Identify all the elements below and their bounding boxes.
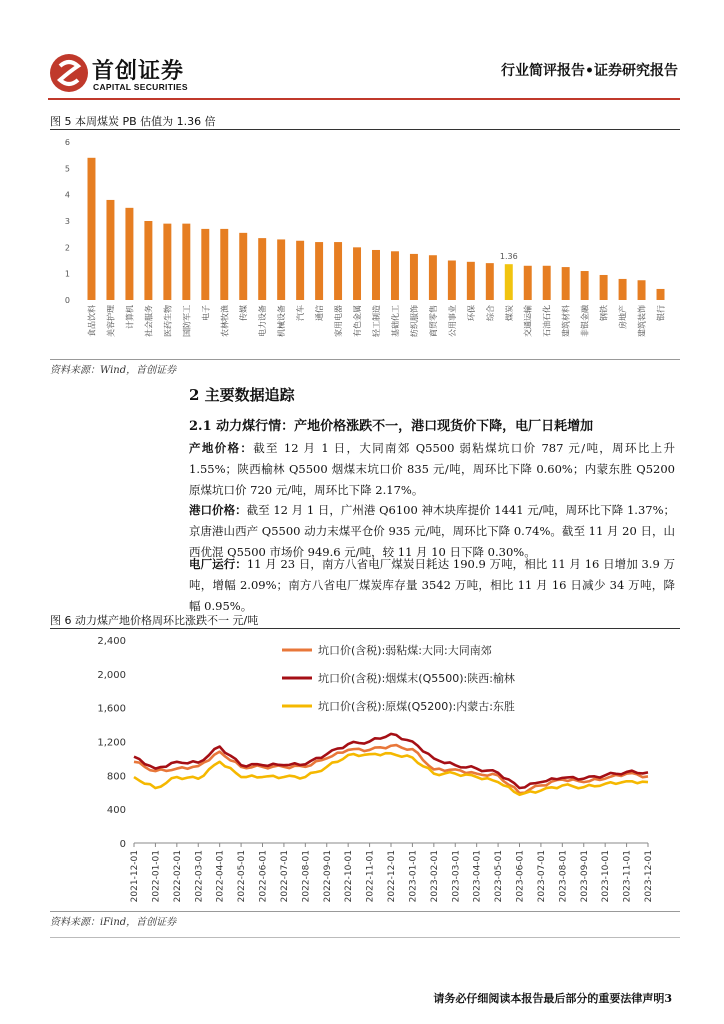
section-heading: 2 主要数据追踪 xyxy=(189,386,295,404)
x-tick-label: 轻工制造 xyxy=(372,305,381,337)
x-tick-label: 农林牧渔 xyxy=(220,305,230,337)
x-tick-label: 通信 xyxy=(315,305,325,321)
x-tick-label: 家用电器 xyxy=(334,305,344,337)
x-tick-label: 2022-05-01 xyxy=(237,850,248,903)
bar xyxy=(524,266,532,300)
y-tick-label: 2,000 xyxy=(97,669,126,681)
paragraph-origin-price xyxy=(189,438,675,501)
legend-label: 坑口价(含税):原煤(Q5200):内蒙古:东胜 xyxy=(318,700,515,713)
bar xyxy=(296,241,304,300)
y-tick-label: 3 xyxy=(64,217,70,226)
bar xyxy=(638,280,646,300)
bar xyxy=(581,271,589,300)
x-tick-label: 计算机 xyxy=(125,305,135,329)
x-tick-label: 公用事业 xyxy=(447,305,457,337)
bar xyxy=(429,255,437,300)
x-tick-label: 2023-09-01 xyxy=(579,850,590,903)
y-tick-label: 1 xyxy=(64,269,70,279)
figure5-top-rule xyxy=(50,129,680,130)
legend-label: 坑口价(含税):弱粘煤:大同:大同南郊 xyxy=(318,644,492,657)
x-tick-label: 房地产 xyxy=(618,305,628,329)
y-tick-label: 2 xyxy=(64,243,70,253)
x-tick-label: 2022-07-01 xyxy=(279,850,290,903)
paragraph-text: 截至 12 月 1 日，广州港 Q6100 神木块库提价 1441 元/吨，周环比下降 1.37%；京唐港山西产 Q5500 动力末煤平仓价 935 元/吨，周环比下降 0.74%。截至 11 月 20 日，山西优混 Q5500 市场价 949.6 元/吨，较 11 月 10 日下降 0.30%。 xyxy=(189,503,676,559)
figure6-source: 资料来源：iFind，首创证券 xyxy=(50,917,177,928)
paragraph-label: 产地价格： xyxy=(189,441,254,455)
footer-rule xyxy=(50,937,680,938)
x-tick-label: 2022-10-01 xyxy=(344,850,355,903)
x-tick-label: 有色金属 xyxy=(353,305,363,337)
x-tick-label: 银行 xyxy=(656,305,666,321)
x-tick-label: 钢铁 xyxy=(599,305,609,321)
paragraph-label: 港口价格： xyxy=(189,503,247,517)
x-tick-label: 基础化工 xyxy=(390,305,400,337)
x-tick-label: 2022-12-01 xyxy=(387,850,397,903)
x-tick-label: 煤炭 xyxy=(504,305,514,321)
x-tick-label: 建筑装饰 xyxy=(637,305,647,337)
figure6-title: 图 6 动力煤产地价格周环比涨跌不一 元/吨 xyxy=(50,614,259,627)
y-tick-label: 5 xyxy=(64,164,70,174)
logo-mark-icon xyxy=(48,52,90,94)
bar xyxy=(334,242,342,300)
x-tick-label: 汽车 xyxy=(296,305,306,321)
figure6-top-rule xyxy=(50,628,680,629)
bar xyxy=(505,264,513,300)
company-logo xyxy=(48,52,248,94)
x-tick-label: 2023-08-01 xyxy=(558,850,569,903)
legend-label: 坑口价(含税):烟煤末(Q5500):陕西:榆林 xyxy=(318,672,515,685)
bar xyxy=(391,251,399,300)
x-tick-label: 2023-12-01 xyxy=(644,850,654,903)
figure5-title: 图 5 本周煤炭 PB 估值为 1.36 倍 xyxy=(50,115,216,128)
bar xyxy=(657,289,665,300)
y-tick-label: 1,600 xyxy=(97,703,126,715)
x-tick-label: 综合 xyxy=(485,305,495,321)
logo-english-name: CAPITAL SECURITIES xyxy=(93,82,188,92)
bar xyxy=(448,261,456,301)
bar xyxy=(220,229,228,300)
x-tick-label: 2022-08-01 xyxy=(301,850,312,903)
x-tick-label: 食品饮料 xyxy=(87,305,97,337)
bar xyxy=(125,208,133,300)
bar xyxy=(467,262,475,300)
page-header xyxy=(48,48,678,98)
x-tick-label: 2022-01-01 xyxy=(151,850,162,903)
report-type: 行业简评报告•证券研究报告 xyxy=(501,63,678,79)
x-tick-label: 2023-11-01 xyxy=(622,850,633,903)
y-tick-label: 2,400 xyxy=(97,636,126,647)
x-tick-label: 医药生物 xyxy=(163,305,173,337)
x-tick-label: 2023-10-01 xyxy=(601,850,612,903)
x-tick-label: 电子 xyxy=(201,305,211,321)
paragraph-label: 电厂运行： xyxy=(189,557,247,571)
bar xyxy=(277,239,285,300)
x-tick-label: 交通运输 xyxy=(523,305,533,337)
thermal-coal-price-line-chart xyxy=(50,630,680,910)
bar xyxy=(182,224,190,300)
x-tick-label: 2021-12-01 xyxy=(130,850,140,903)
x-tick-label: 2022-02-01 xyxy=(172,850,183,903)
footer-disclaimer: 请务必仔细阅读本报告最后部分的重要法律声明3 xyxy=(433,992,672,1005)
x-tick-label: 电力设备 xyxy=(258,305,268,337)
x-tick-label: 2023-06-01 xyxy=(515,850,526,903)
bar xyxy=(410,254,418,300)
y-tick-label: 4 xyxy=(64,190,70,200)
x-tick-label: 2022-09-01 xyxy=(322,850,333,903)
bar xyxy=(619,279,627,300)
x-tick-label: 石油石化 xyxy=(542,305,552,337)
x-tick-label: 纺织服饰 xyxy=(409,305,419,337)
bar xyxy=(486,263,494,300)
x-tick-label: 2022-04-01 xyxy=(215,850,226,903)
x-tick-label: 2022-11-01 xyxy=(365,850,376,903)
x-tick-label: 传媒 xyxy=(239,305,249,321)
x-tick-label: 社会服务 xyxy=(144,305,154,337)
paragraph-power-plant xyxy=(189,554,675,617)
bar xyxy=(353,247,361,300)
bar xyxy=(562,267,570,300)
bar xyxy=(372,250,380,300)
subsection-heading: 2.1 动力煤行情：产地价格涨跌不一，港口现货价下降，电厂日耗增加 xyxy=(189,419,594,434)
y-tick-label: 400 xyxy=(106,805,126,817)
y-tick-label: 0 xyxy=(64,296,70,305)
y-tick-label: 6 xyxy=(64,138,70,147)
bar xyxy=(88,158,96,300)
x-tick-label: 国防军工 xyxy=(182,305,192,337)
y-tick-label: 1,200 xyxy=(97,737,126,749)
bar xyxy=(239,233,247,300)
x-tick-label: 2023-07-01 xyxy=(536,850,547,903)
bar xyxy=(201,229,209,300)
x-tick-label: 2023-02-01 xyxy=(429,850,440,903)
logo-chinese-name: 首创证券 xyxy=(92,58,185,84)
x-tick-label: 建筑材料 xyxy=(561,305,571,337)
bar xyxy=(543,266,551,300)
paragraph-text: 11 月 23 日，南方八省电厂煤炭日耗达 190.9 万吨，相比 11 月 16 日增加 3.9 万吨，增幅 2.09%；南方八省电厂煤炭库存量 3542 万吨，相比 11 月 16 日减少 34 万吨，降幅 0.95%。 xyxy=(189,557,676,613)
figure5-source: 资料来源：Wind，首创证券 xyxy=(50,365,177,376)
x-tick-label: 2022-03-01 xyxy=(194,850,205,903)
x-tick-label: 2022-06-01 xyxy=(258,850,269,903)
bar xyxy=(106,200,114,300)
bar xyxy=(600,275,608,300)
x-tick-label: 商贸零售 xyxy=(428,305,438,337)
bar xyxy=(315,242,323,300)
x-tick-label: 机械设备 xyxy=(277,305,287,337)
x-tick-label: 环保 xyxy=(466,305,476,321)
figure6-bottom-rule xyxy=(50,911,680,912)
bar xyxy=(258,238,266,300)
figure5-bottom-rule xyxy=(50,359,680,360)
x-tick-label: 美容护理 xyxy=(106,305,116,337)
data-label: 1.36 xyxy=(499,252,518,262)
x-tick-label: 非银金融 xyxy=(580,305,590,337)
x-tick-label: 2023-04-01 xyxy=(472,850,483,903)
x-tick-label: 2023-01-01 xyxy=(408,850,419,903)
x-tick-label: 2023-03-01 xyxy=(451,850,462,903)
header-divider xyxy=(48,98,680,100)
bar xyxy=(144,221,152,300)
x-tick-label: 2023-05-01 xyxy=(494,850,505,903)
bar xyxy=(163,224,171,300)
pb-valuation-bar-chart xyxy=(50,132,680,358)
y-tick-label: 800 xyxy=(106,771,126,783)
paragraph-text: 截至 12 月 1 日，大同南郊 Q5500 弱粘煤坑口价 787 元/吨，周环比上升 1.55%；陕西榆林 Q5500 烟煤末坑口价 835 元/吨，周环比下降 0.60%；内蒙东胜 Q5200 原煤坑口价 720 元/吨，周环比下降 2.17%。 xyxy=(189,441,676,497)
y-tick-label: 0 xyxy=(119,839,126,850)
